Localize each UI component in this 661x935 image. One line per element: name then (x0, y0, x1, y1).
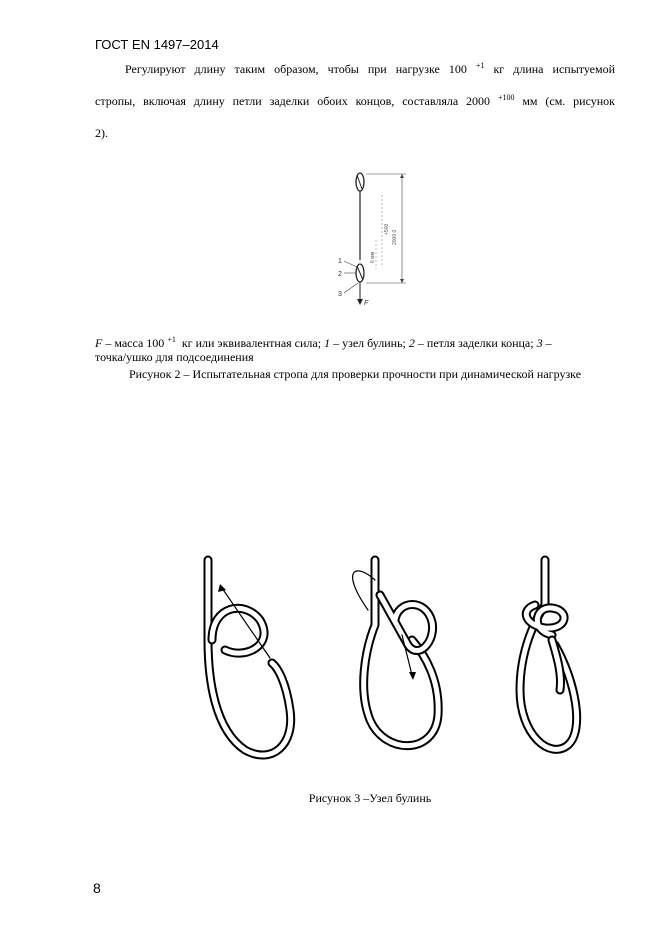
dim-tolerance: +500 (384, 223, 390, 235)
dim-length: 2000 0 (392, 229, 398, 245)
figure-3-caption: Рисунок 3 –Узел булинь (308, 791, 432, 805)
label-3: 3 (338, 291, 342, 298)
figure-2-caption: Рисунок 2 – Испытательная стропа для проверки прочности при динамической нагрузке (128, 367, 582, 381)
paragraph-line-3: 2). (95, 126, 108, 140)
document-header: ГОСТ EN 1497–2014 (95, 37, 219, 52)
knot-step-3 (520, 560, 577, 749)
page-number: 8 (93, 880, 101, 896)
label-2: 2 (338, 271, 342, 278)
figure-2-legend: F – масса 100 $^{+1}$ кг или эквивалентная сила; 1 – узел булинь; 2 – петля заделки конца; 3 – точка/ушко для подсоединения (95, 335, 552, 364)
figure-3-diagram (190, 550, 610, 775)
paragraph-line-1: Регулируют длину таким образом, чтобы при нагрузке 100 $^{+1}$ кг длина испытуемой (125, 61, 616, 76)
dim-small: 6 мм (370, 251, 376, 263)
paragraph-line-2: стропы, включая длину петли заделки обоих концов, составляла 2000 $^{+100}$ мм (см. рисунок (95, 93, 616, 108)
label-1: 1 (338, 258, 342, 265)
knot-step-1 (208, 560, 291, 755)
knot-step-2 (353, 560, 439, 746)
force-arrow (357, 299, 363, 305)
label-f: F (364, 300, 369, 307)
figure-2-diagram (330, 165, 410, 310)
